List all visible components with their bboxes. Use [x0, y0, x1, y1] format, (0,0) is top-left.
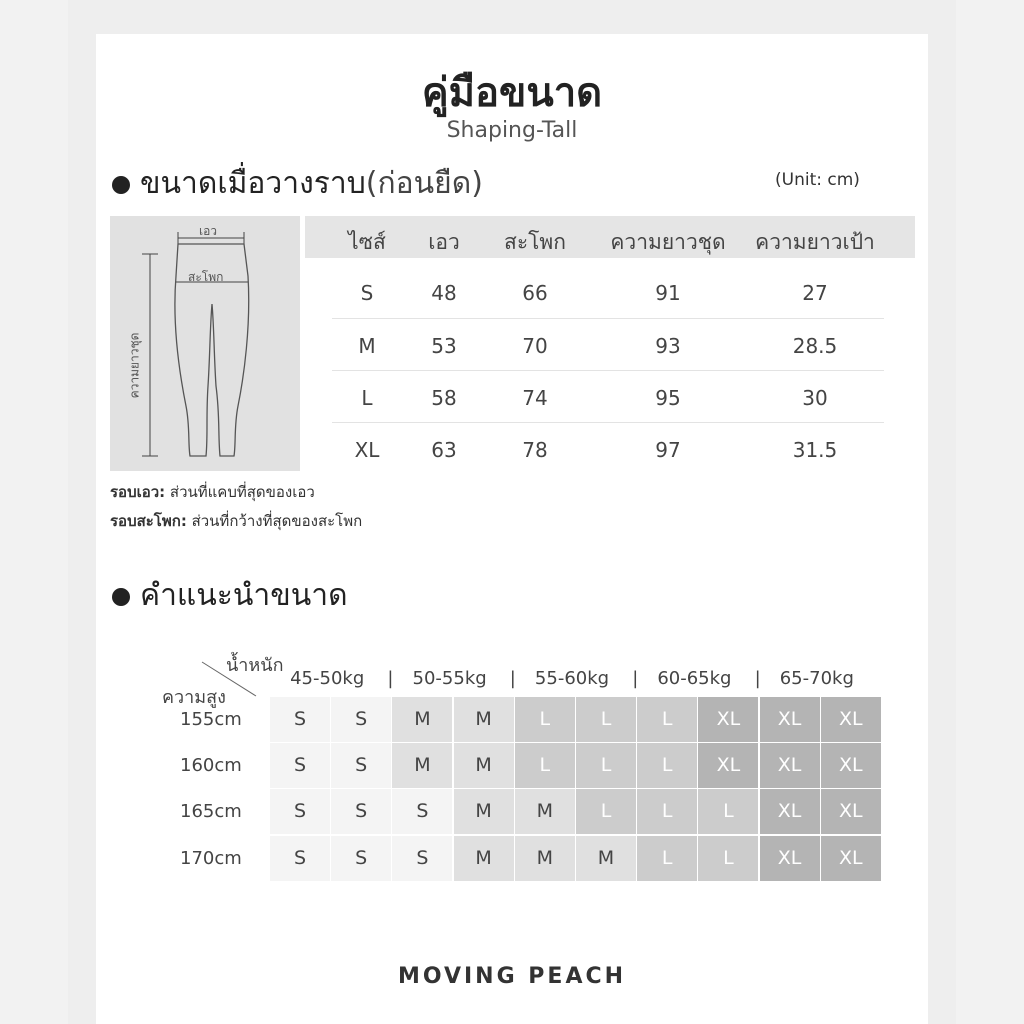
size-cell: M [576, 836, 636, 881]
size-cell: S [270, 743, 330, 788]
height-label: 165cm [180, 801, 242, 823]
size-cell: S [331, 697, 391, 742]
waist-note-term: รอบเอว: [110, 483, 166, 501]
weight-range-label: 65-70kg [779, 668, 854, 689]
size-cell: XL [698, 697, 758, 742]
waist-note-text: ส่วนที่แคบที่สุดของเอว [165, 483, 315, 501]
table-cell: 74 [522, 386, 548, 410]
size-cell: L [698, 789, 758, 834]
size-cell: L [637, 836, 697, 881]
leggings-diagram [110, 216, 300, 471]
row-divider [332, 370, 884, 371]
weight-range-separator: | [387, 668, 394, 689]
weight-range-label: 55-60kg [534, 668, 610, 689]
brand-logo: MOVING PEACH [397, 964, 627, 989]
size-cell: S [392, 789, 452, 834]
table-cell: 27 [802, 281, 828, 305]
table-cell: 48 [431, 281, 457, 305]
size-cell: L [637, 743, 697, 788]
col-rise-header: ความยาวเป้า [755, 230, 875, 254]
size-cell: M [515, 836, 575, 881]
height-label: 170cm [180, 847, 242, 869]
flat-size-heading-note: (ก่อนยืด) [365, 166, 483, 201]
size-cell: XL [821, 789, 881, 834]
size-cell: L [515, 697, 575, 742]
size-cell: S [331, 836, 391, 881]
table-cell: L [361, 386, 373, 410]
weight-range-label: 50-55kg [412, 668, 487, 689]
size-cell: L [576, 789, 636, 834]
col-size-header: ไซส์ [348, 230, 386, 254]
height-label: 160cm [180, 755, 242, 777]
size-cell: L [637, 697, 697, 742]
size-cell: M [454, 743, 514, 788]
page-title: คู่มือขนาด [421, 70, 603, 116]
recommend-heading [112, 572, 348, 619]
height-axis-label: ความสูง [162, 687, 226, 708]
size-cell: XL [821, 836, 881, 881]
table-cell: 58 [431, 386, 457, 410]
table-cell: 66 [522, 281, 548, 305]
length-diagram-label: ความยาวชุด [127, 332, 142, 399]
size-cell: S [392, 836, 452, 881]
row-divider [332, 422, 884, 423]
size-cell: L [576, 743, 636, 788]
size-cell: M [454, 697, 514, 742]
unit-label: (Unit: cm) [775, 170, 860, 190]
table-cell: 93 [655, 334, 681, 358]
table-cell: 91 [655, 281, 681, 305]
size-cell: L [515, 743, 575, 788]
col-length-header: ความยาวชุด [610, 230, 726, 254]
weight-axis-label: น้ำหนัก [226, 655, 284, 676]
table-cell: M [358, 334, 376, 358]
table-cell: 53 [431, 334, 457, 358]
col-waist-header: เอว [428, 230, 460, 254]
size-cell: M [392, 743, 452, 788]
table-cell: 30 [802, 386, 828, 410]
size-cell: L [576, 697, 636, 742]
hip-note [110, 509, 362, 533]
size-cell: S [270, 789, 330, 834]
table-cell: 78 [522, 438, 548, 462]
size-cell: M [454, 789, 514, 834]
size-cell: S [331, 743, 391, 788]
size-cell: S [331, 789, 391, 834]
table-cell: XL [354, 438, 380, 462]
weight-range-separator: | [509, 668, 516, 689]
flat-size-heading-text: ขนาดเมื่อวางราบ [140, 166, 366, 201]
weight-range-label: 60-65kg [657, 668, 732, 689]
waist-diagram-label: เอว [199, 224, 218, 238]
table-cell: 63 [431, 438, 457, 462]
weight-range-separator: | [632, 668, 639, 689]
recommend-heading-text: คำแนะนำขนาด [140, 578, 348, 613]
weight-range-label: 45-50kg [290, 668, 365, 689]
size-cell: XL [760, 743, 820, 788]
bullet-icon [112, 588, 130, 606]
size-cell: M [454, 836, 514, 881]
size-cell: XL [760, 836, 820, 881]
hip-note-term: รอบสะโพก: [110, 512, 187, 530]
table-cell: 97 [655, 438, 681, 462]
weight-range-separator: | [754, 668, 761, 689]
size-cell: XL [821, 743, 881, 788]
page-subtitle: Shaping-Tall [446, 118, 578, 143]
size-cell: XL [821, 697, 881, 742]
hip-diagram-label: สะโพก [188, 270, 224, 284]
col-hip-header: สะโพก [504, 230, 566, 254]
hip-note-text: ส่วนที่กว้างที่สุดของสะโพก [186, 512, 363, 530]
height-label: 155cm [180, 709, 242, 730]
table-cell: S [360, 281, 374, 305]
size-cell: XL [698, 743, 758, 788]
table-cell: 28.5 [792, 334, 838, 358]
size-cell: S [270, 836, 330, 881]
table-cell: 95 [655, 386, 681, 410]
flat-size-heading [112, 160, 483, 207]
size-cell: M [515, 789, 575, 834]
row-divider [332, 318, 884, 319]
size-cell: M [392, 697, 452, 742]
waist-note [110, 480, 315, 504]
size-cell: L [637, 789, 697, 834]
size-cell: XL [760, 789, 820, 834]
size-cell: XL [760, 697, 820, 742]
size-cell: L [698, 836, 758, 881]
table-cell: 31.5 [792, 438, 838, 462]
size-cell: S [270, 697, 330, 742]
bullet-icon [112, 176, 130, 194]
table-cell: 70 [522, 334, 548, 358]
